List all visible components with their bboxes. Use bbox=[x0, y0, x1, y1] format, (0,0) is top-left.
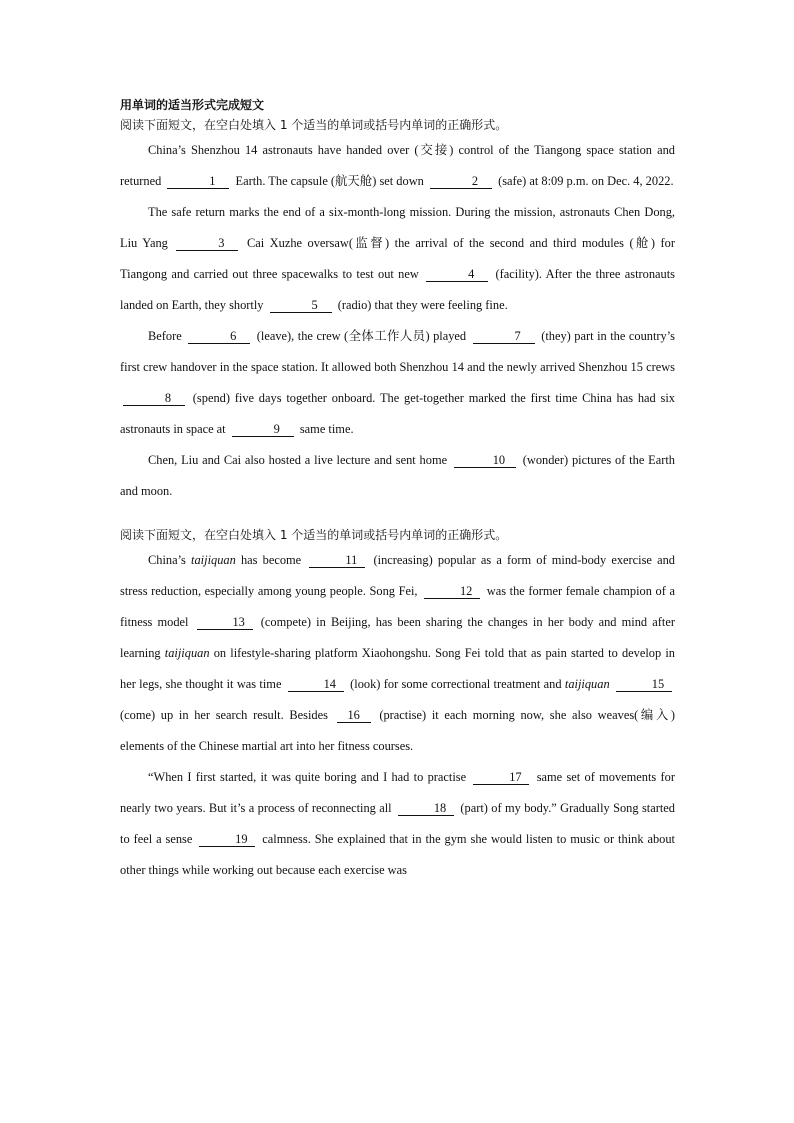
blank-14: 14 bbox=[288, 677, 344, 692]
blank-3: 3 bbox=[176, 236, 238, 251]
blank-11: 11 bbox=[309, 553, 365, 568]
text: Chen, Liu and Cai also hosted a live lecture and sent home bbox=[148, 453, 448, 467]
taijiquan-term: taijiquan bbox=[164, 646, 210, 660]
text: (compete) in Beijing, has been sharing the changes in her body and mind after learning bbox=[120, 615, 675, 660]
text: Cai Xuzhe oversaw(监督) the arrival of the second and third modules (舱) for Tiangong and carried out three spacewalks to test out new bbox=[120, 236, 675, 281]
text: Earth. The capsule (航天舱) set down bbox=[235, 174, 424, 188]
blank-7: 7 bbox=[473, 329, 535, 344]
text: “When I first started, it was quite boring and I had to practise bbox=[148, 770, 467, 784]
blank-12: 12 bbox=[424, 584, 480, 599]
instruction-1: 阅读下面短文，在空白处填入 1 个适当的单词或括号内单词的正确形式。 bbox=[120, 118, 508, 132]
text: (leave), the crew (全体工作人员) played bbox=[256, 329, 467, 343]
text: (safe) at 8:09 p.m. on Dec. 4, 2022. bbox=[498, 174, 674, 188]
text: calmness. She explained that in the gym she would listen to music or think about other things while working out because each exercise was bbox=[120, 832, 675, 877]
text: (facility). After the three astronauts landed on Earth, they shortly bbox=[120, 267, 675, 312]
text: (increasing) popular as a form of mind-body exercise and stress reduction, especially among young people. Song Fei, bbox=[120, 553, 675, 598]
text: The safe return marks the end of a six-month-long mission. During the mission, astronauts Chen Dong, Liu Yang bbox=[120, 205, 675, 250]
blank-13: 13 bbox=[197, 615, 253, 630]
blank-8: 8 bbox=[123, 391, 185, 406]
text: (spend) five days together onboard. The get-together marked the first time China has had six astronauts in space at bbox=[120, 391, 675, 436]
passage1-paragraph-3 bbox=[120, 321, 675, 445]
passage1-paragraph-2 bbox=[120, 197, 675, 321]
blank-1: 1 bbox=[167, 174, 229, 189]
text: (look) for some correctional treatment and bbox=[350, 677, 562, 691]
text: on lifestyle-sharing platform Xiaohongshu. Song Fei told that as pain started to develop in her legs, she thought it was time bbox=[120, 646, 675, 691]
blank-18: 18 bbox=[398, 801, 454, 816]
blank-2: 2 bbox=[430, 174, 492, 189]
blank-19: 19 bbox=[199, 832, 255, 847]
taijiquan-term: taijiquan bbox=[191, 553, 236, 567]
text: China’s bbox=[148, 553, 186, 567]
instruction-2: 阅读下面短文，在空白处填入 1 个适当的单词或括号内单词的正确形式。 bbox=[120, 528, 508, 542]
section-gap bbox=[120, 507, 675, 525]
text: China’s Shenzhou 14 astronauts have handed over (交接) control of the Tiangong space station and returned bbox=[120, 143, 675, 188]
blank-16: 16 bbox=[337, 708, 371, 723]
blank-15: 15 bbox=[616, 677, 672, 692]
text: has become bbox=[240, 553, 302, 567]
text: same time. bbox=[299, 422, 354, 436]
blank-6: 6 bbox=[188, 329, 250, 344]
blank-9: 9 bbox=[232, 422, 294, 437]
text: (radio) that they were feeling fine. bbox=[337, 298, 508, 312]
text: (practise) it each morning now, she also weaves(编入) elements of the Chinese martial art into her fitness courses. bbox=[120, 708, 675, 753]
passage2-paragraph-2 bbox=[120, 762, 675, 886]
blank-4: 4 bbox=[426, 267, 488, 282]
passage2-paragraph-1 bbox=[120, 545, 675, 762]
text: (part) of my body.” Gradually Song started to feel a sense bbox=[120, 801, 675, 846]
blank-10: 10 bbox=[454, 453, 516, 468]
worksheet-page bbox=[120, 95, 675, 886]
text: (wonder) pictures of the Earth and moon. bbox=[120, 453, 675, 498]
text: Before bbox=[148, 329, 182, 343]
page-title: 用单词的适当形式完成短文 bbox=[120, 98, 265, 112]
text: same set of movements for nearly two years. But it’s a process of reconnecting all bbox=[120, 770, 675, 815]
passage1-paragraph-4 bbox=[120, 445, 675, 507]
blank-17: 17 bbox=[473, 770, 529, 785]
text: (they) part in the country’s first crew handover in the space station. It allowed both Shenzhou 14 and the newly arrived Shenzhou 15 crews bbox=[120, 329, 675, 374]
taijiquan-term: taijiquan bbox=[564, 677, 610, 691]
text: (come) up in her search result. Besides bbox=[120, 708, 328, 722]
text: was the former female champion of a fitness model bbox=[120, 584, 675, 629]
passage1-paragraph-1 bbox=[120, 135, 675, 197]
blank-5: 5 bbox=[270, 298, 332, 313]
